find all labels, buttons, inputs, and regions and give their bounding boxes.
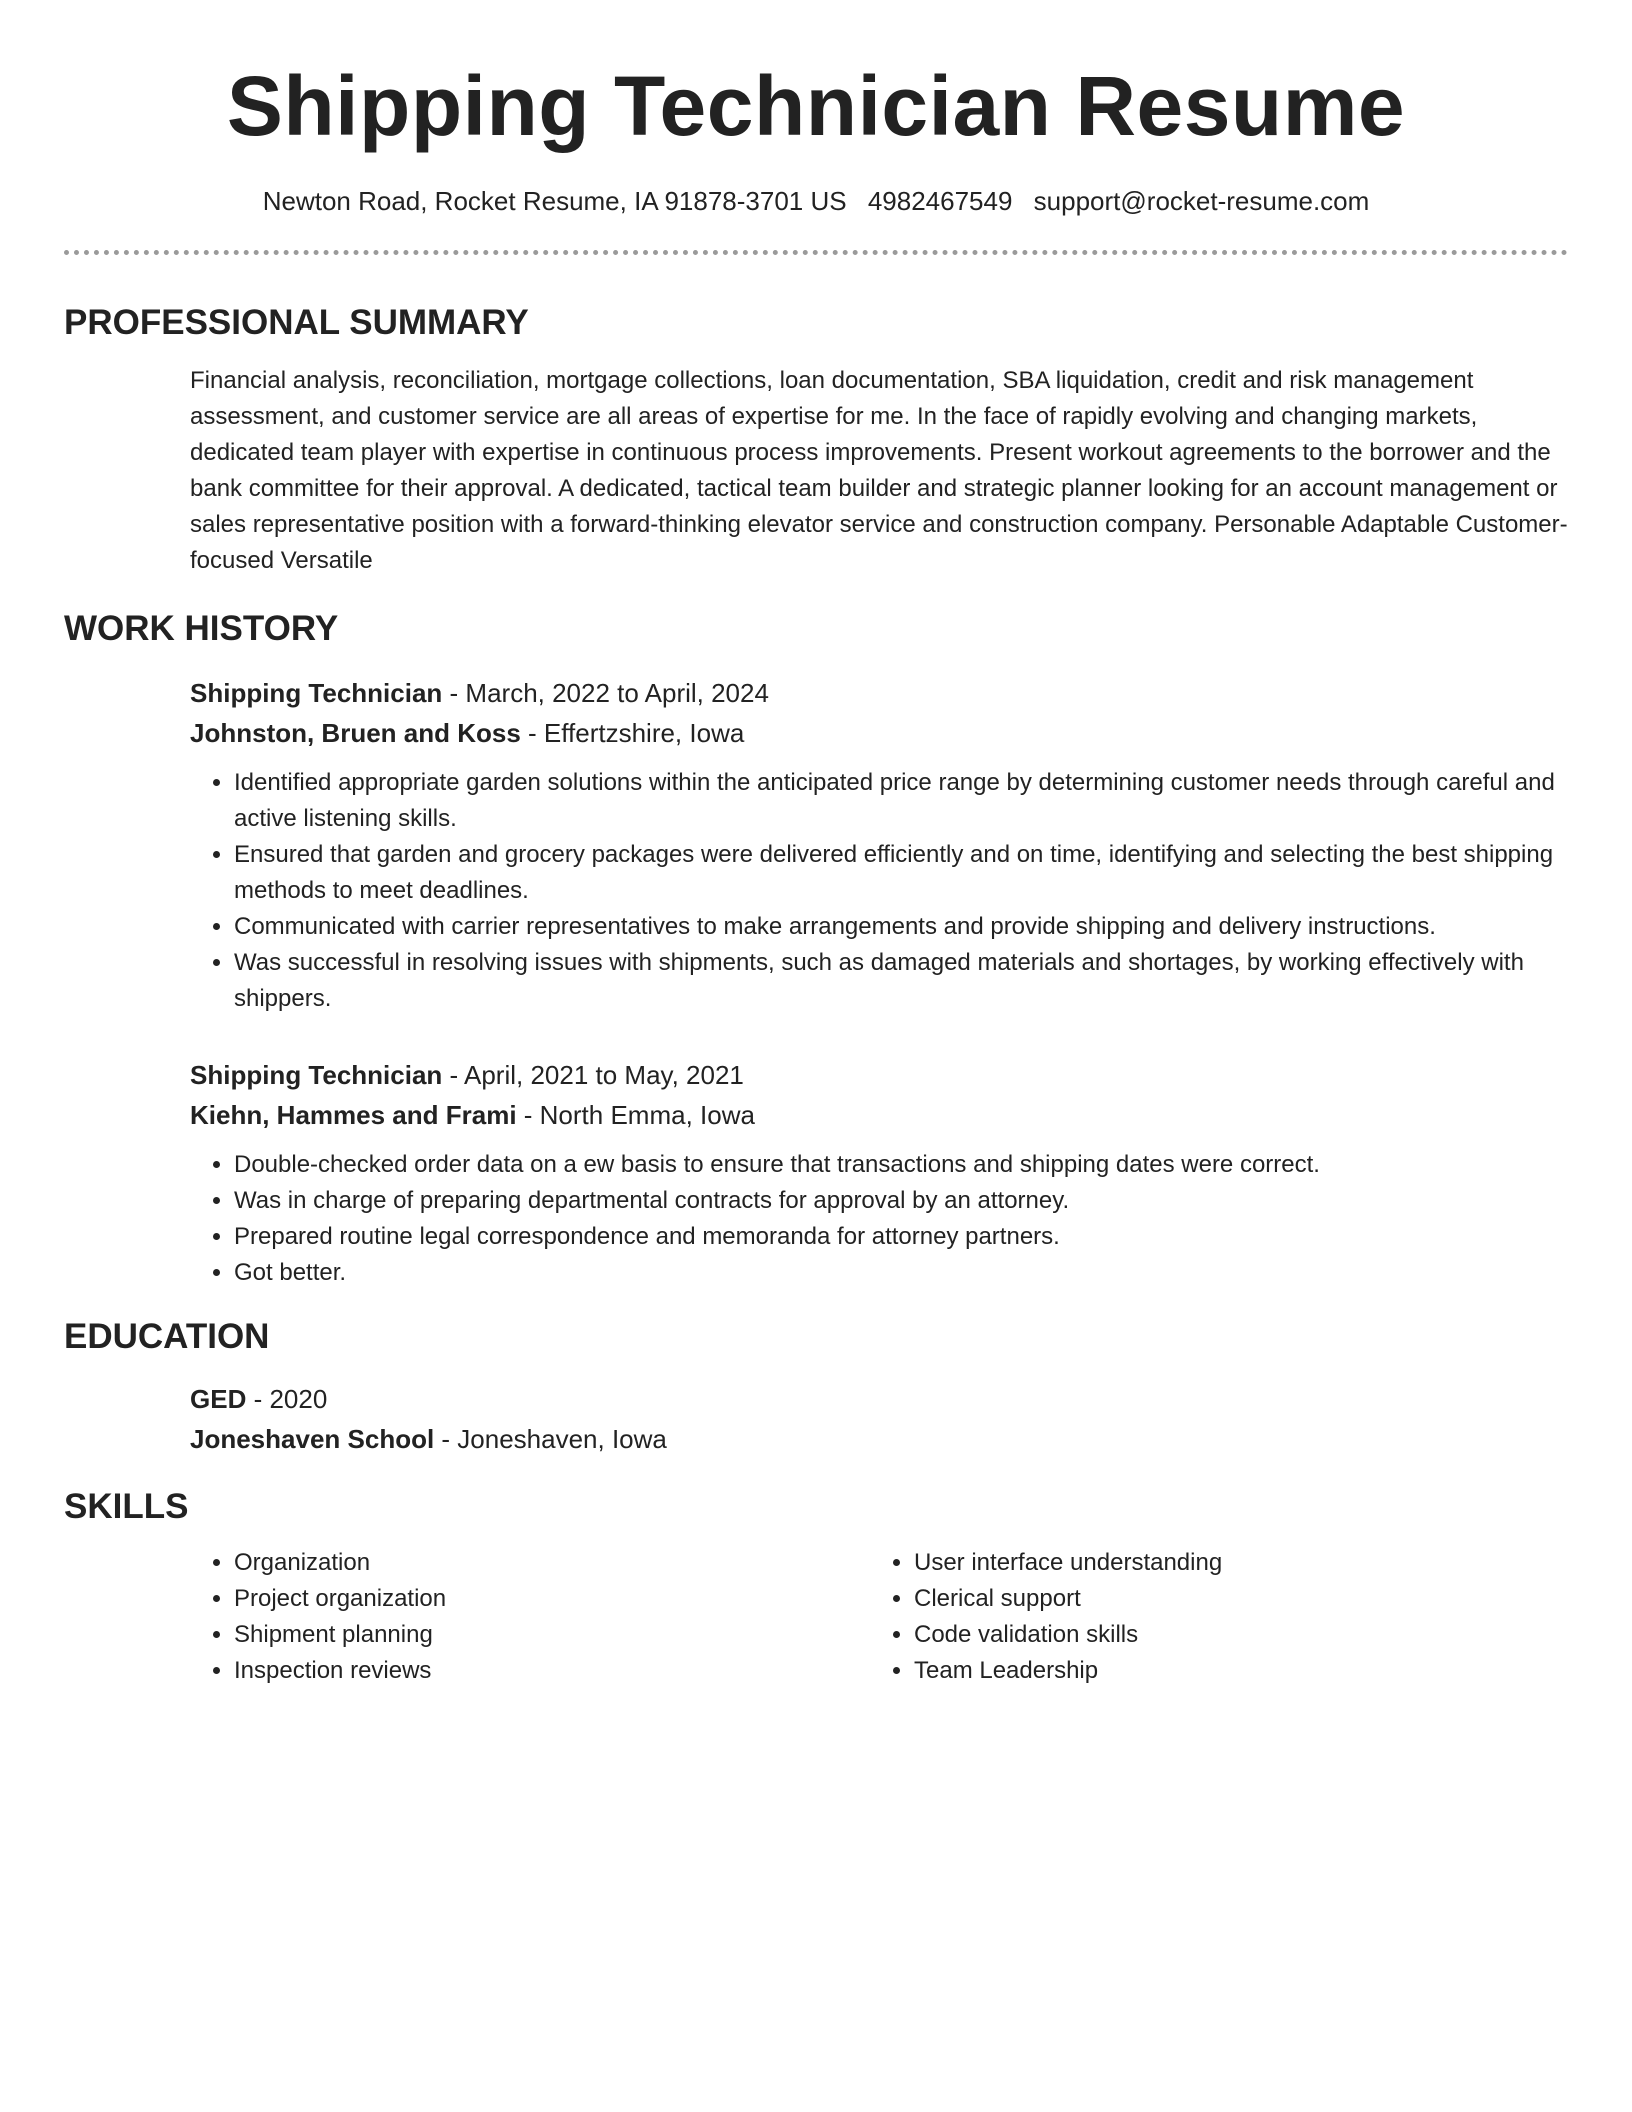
skill-item: • Clerical support — [914, 1581, 1474, 1617]
skill-item: • User interface understanding — [914, 1545, 1474, 1581]
education-degree-line — [190, 1379, 1568, 1419]
job-location: - North Emma, Iowa — [516, 1100, 755, 1130]
skill-item: • Inspection reviews — [234, 1653, 870, 1689]
list-item: • Communicated with carrier representatives to make arrangements and provide shipping and delivery instructions. — [234, 909, 1568, 945]
section-title-summary: PROFESSIONAL SUMMARY — [64, 303, 529, 342]
job-entry-2 — [190, 1055, 1568, 1291]
contact-address: Newton Road, Rocket Resume, IA 91878-3701 US — [262, 186, 847, 216]
list-item: • Identified appropriate garden solutions within the anticipated price range by determining customer needs through careful and active listening skills. — [234, 765, 1568, 837]
education-degree: GED — [190, 1384, 247, 1414]
job-entry-1 — [190, 673, 1568, 1017]
skill-item: • Code validation skills — [914, 1617, 1474, 1653]
job-dates: - March, 2022 to April, 2024 — [442, 678, 769, 708]
job-dates: - April, 2021 to May, 2021 — [442, 1060, 744, 1090]
job-location: - Effertzshire, Iowa — [520, 718, 745, 748]
skill-item: • Team Leadership — [914, 1653, 1474, 1689]
list-item: • Was successful in resolving issues with shipments, such as damaged materials and shortages, by working effectively with shippers. — [234, 945, 1568, 1017]
resume-title: Shipping Technician Resume — [226, 59, 1406, 153]
job-title: Shipping Technician — [190, 678, 443, 708]
contact-line — [64, 184, 1568, 218]
section-title-skills: SKILLS — [64, 1487, 189, 1526]
list-item: • Got better. — [234, 1255, 1568, 1291]
education-year: - 2020 — [246, 1384, 328, 1414]
job-bullets — [190, 765, 1568, 1017]
job-bullets — [190, 1147, 1568, 1291]
job-company-line — [190, 1095, 1568, 1135]
job-title-line — [190, 673, 1568, 713]
job-title-line — [190, 1055, 1568, 1095]
list-item: • Ensured that garden and grocery packages were delivered efficiently and on time, identifying and selecting the best shipping methods to meet deadlines. — [234, 837, 1568, 909]
job-company: Kiehn, Hammes and Frami — [190, 1100, 517, 1130]
section-title-education: EDUCATION — [64, 1317, 270, 1356]
skill-item: • Shipment planning — [234, 1617, 870, 1653]
job-company: Johnston, Bruen and Koss — [190, 718, 521, 748]
education-location: - Joneshaven, Iowa — [434, 1424, 667, 1454]
skills-columns — [190, 1545, 1568, 1689]
education-school: Joneshaven School — [190, 1424, 435, 1454]
list-item: • Was in charge of preparing departmental contracts for approval by an attorney. — [234, 1183, 1568, 1219]
skills-list-right — [870, 1545, 1474, 1689]
header-divider — [64, 250, 1568, 255]
section-title-work-history: WORK HISTORY — [64, 609, 339, 648]
summary-text: Financial analysis, reconciliation, mortgage collections, loan documentation, SBA liquidation, credit and risk management assessment, and customer service are all areas of expertise for me. In the face of rapidly evolving and changing markets, dedicated team player with expertise in continuous process improvements. Present workout agreements to the borrower and the bank committee for their approval. A dedicated, tactical team builder and strategic planner looking for an account management or sales representative position with a forward-thinking elevator service and construction company. Personable Adaptable Customer-focused Versatile — [190, 367, 1568, 574]
education-school-line — [190, 1419, 1568, 1459]
list-item: • Double-checked order data on a ew basis to ensure that transactions and shipping dates were correct. — [234, 1147, 1568, 1183]
contact-phone: 4982467549 — [867, 186, 1013, 216]
list-item: • Prepared routine legal correspondence and memoranda for attorney partners. — [234, 1219, 1568, 1255]
skill-item: • Organization — [234, 1545, 870, 1581]
skill-item: • Project organization — [234, 1581, 870, 1617]
education-entry — [190, 1379, 1568, 1459]
contact-email: support@rocket-resume.com — [1033, 186, 1370, 216]
skills-list-left — [190, 1545, 870, 1689]
job-title: Shipping Technician — [190, 1060, 443, 1090]
job-company-line — [190, 713, 1568, 753]
